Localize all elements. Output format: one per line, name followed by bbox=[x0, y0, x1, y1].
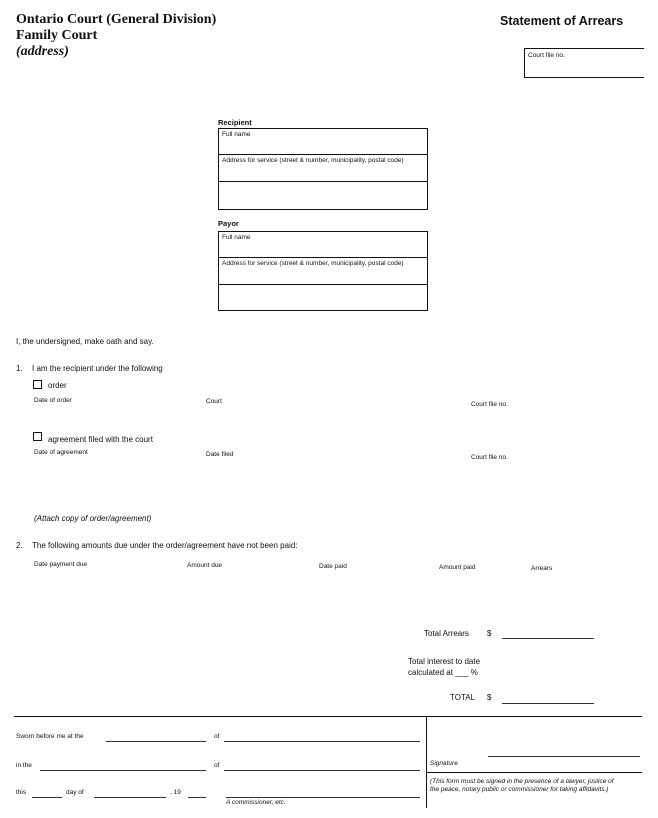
jurat-divider bbox=[14, 716, 642, 717]
payor-address-field[interactable] bbox=[219, 258, 427, 285]
payor-name-field[interactable] bbox=[219, 232, 427, 258]
payor-address-line2[interactable] bbox=[219, 285, 427, 310]
month-field[interactable] bbox=[94, 797, 166, 798]
day-of-label: day of bbox=[66, 789, 84, 796]
year-label: , 19 bbox=[170, 789, 181, 796]
col-amount-paid: Amount paid bbox=[439, 564, 476, 571]
interest-label-1: Total interest to date bbox=[408, 657, 481, 666]
commissioner-signature-line[interactable] bbox=[226, 797, 420, 798]
item1-number: 1. bbox=[16, 364, 23, 373]
payor-address-label: Address for service (street & number, municipality, postal code) bbox=[222, 260, 404, 267]
of-label-1: of bbox=[214, 733, 220, 740]
date-of-order-label: Date of order bbox=[34, 397, 72, 404]
recipient-box bbox=[218, 128, 428, 210]
jurat-column-divider bbox=[426, 716, 427, 808]
court-address: (address) bbox=[16, 44, 69, 59]
recipient-address-label: Address for service (street & number, municipality, postal code) bbox=[222, 157, 404, 164]
recipient-address-field[interactable] bbox=[219, 155, 427, 182]
court-file-label: Court file no. bbox=[528, 52, 565, 59]
court-name: Ontario Court (General Division) bbox=[16, 12, 217, 27]
agreement-checkbox[interactable] bbox=[33, 432, 42, 441]
attach-note: (Attach copy of order/agreement) bbox=[34, 514, 152, 523]
total-field[interactable] bbox=[502, 703, 594, 704]
agreement-label: agreement filed with the court bbox=[48, 435, 153, 444]
payor-name-label: Full name bbox=[222, 234, 251, 241]
total-arrears-field[interactable] bbox=[502, 638, 594, 639]
total-label: TOTAL bbox=[450, 693, 476, 702]
commissioner-label: A commissioner, etc. bbox=[226, 799, 286, 806]
deponent-signature-line[interactable] bbox=[488, 756, 640, 757]
agreement-file-label: Court file no. bbox=[471, 454, 508, 461]
court-branch: Family Court bbox=[16, 28, 98, 43]
in-the-of-field[interactable] bbox=[224, 770, 420, 771]
sworn-place-field[interactable] bbox=[106, 741, 206, 742]
total-currency: $ bbox=[487, 693, 492, 702]
signature-label: Signature bbox=[430, 760, 458, 767]
total-arrears-label: Total Arrears bbox=[424, 629, 469, 638]
order-court-label: Court bbox=[206, 398, 222, 405]
recipient-address-line2[interactable] bbox=[219, 182, 427, 209]
in-the-field[interactable] bbox=[40, 770, 206, 771]
col-date-payment-due: Date payment due bbox=[34, 561, 88, 568]
recipient-name-label: Full name bbox=[222, 131, 251, 138]
date-filed-label: Date filed bbox=[206, 451, 234, 458]
order-file-label: Court file no. bbox=[471, 401, 508, 408]
oath-statement: I, the undersigned, make oath and say. bbox=[16, 337, 154, 346]
form-title: Statement of Arrears bbox=[500, 14, 624, 28]
date-of-agreement-label: Date of agreement bbox=[34, 449, 88, 456]
court-file-box bbox=[524, 48, 644, 78]
order-checkbox[interactable] bbox=[33, 380, 42, 389]
payor-box bbox=[218, 231, 428, 311]
recipient-heading: Recipient bbox=[218, 118, 252, 127]
signing-note: (This form must be signed in the presence of a lawyer, justice of the peace, notary public or commissioner for taking affidavits.) bbox=[430, 778, 614, 793]
order-label: order bbox=[48, 381, 67, 390]
col-amount-due: Amount due bbox=[187, 562, 223, 569]
item1-text: I am the recipient under the following bbox=[32, 364, 163, 373]
year-field[interactable] bbox=[188, 797, 206, 798]
recipient-name-field[interactable] bbox=[219, 129, 427, 155]
item2-text: The following amounts due under the order/agreement have not been paid: bbox=[32, 541, 298, 550]
sworn-of-field[interactable] bbox=[224, 741, 420, 742]
sworn-label: Sworn before me at the bbox=[16, 733, 84, 740]
this-label: this bbox=[16, 789, 27, 796]
total-arrears-currency: $ bbox=[487, 629, 492, 638]
col-date-paid: Date paid bbox=[319, 563, 347, 570]
of-label-2: of bbox=[214, 762, 220, 769]
item2-number: 2. bbox=[16, 541, 23, 550]
interest-label-2: calculated at ___ % bbox=[408, 668, 478, 677]
in-the-label: in the bbox=[16, 762, 32, 769]
day-field[interactable] bbox=[32, 797, 62, 798]
signature-divider bbox=[426, 772, 642, 773]
col-arrears: Arrears bbox=[531, 565, 553, 572]
payor-heading: Payor bbox=[218, 219, 239, 228]
